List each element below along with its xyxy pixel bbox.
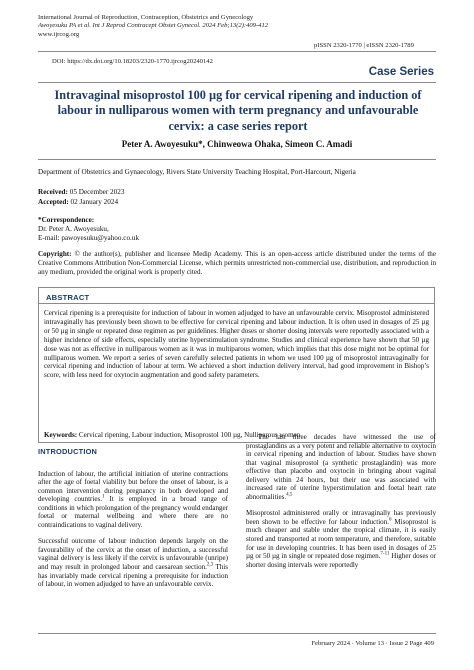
journal-website[interactable]: www.ijrcog.org	[38, 30, 80, 38]
intro-paragraph-4	[246, 509, 436, 569]
header-divider	[38, 51, 436, 52]
received-date	[38, 187, 124, 197]
intro-paragraph-3	[246, 433, 436, 501]
affiliation: Department of Obstetrics and Gynaecology, Rivers State University Teaching Hospital, Port-Harcourt, Nigeria	[38, 168, 356, 176]
journal-name: International Journal of Reproduction, Contraception, Obstetrics and Gynecology	[38, 14, 254, 21]
intro-p4-text: Misoprostol administered orally or intravaginally has previously been shown to be effective for labour induction.	[246, 509, 436, 526]
intro-p2-cont: This has invariably made cervical ripening a prerequisite for induction of labour, in women adjudged to have an unfavourable cervix.	[38, 563, 228, 589]
citation-line: Awoyesuku PA et al. Int J Reprod Contracept Obstet Gynecol. 2024 Feb;13(2):409-412	[38, 22, 269, 30]
intro-p1-text: Induction of labour, the artificial initiation of uterine contractions after the age of foetal viability but before the onset of labour, is a common intervention during pregnancy in both developed and developing countries.	[38, 469, 228, 504]
author-list: Peter A. Awoyesuku*, Chinweowa Ohaka, Simeon C. Amadi	[121, 139, 353, 149]
accepted-date	[38, 197, 124, 207]
footer-divider	[38, 633, 436, 634]
citation-ref[interactable]: 1	[101, 494, 105, 500]
citation-ref[interactable]: 7-11	[380, 551, 390, 557]
copyright-notice	[38, 250, 436, 278]
keywords-list: Cervical ripening, Labour induction, Misoprostol 100 µg, Nulliparous women	[78, 431, 301, 439]
intro-p1-cont: It is employed in a broad range of conditions in which prolongation of the pregnancy would endanger foetal or maternal wellbeing and where there are no contraindications to vaginal delivery.	[38, 495, 229, 529]
abstract-text: Cervical ripening is a prerequisite for induction of labour in women adjudged to have an unfavourable cervix. Misoprostol administered intravaginally has previously been shown to be effective for cervical ripening and labour induction. It is often used in dosages of 25 µg or 50 µg in single or repeated dose regimen as per guidelines. Higher doses or shorter dosing intervals were reportedly associated with a higher incidence of side effects, especially uterine hyperstimulation syndrome. Studies and clinical experience have shown that 50 µg dose was not as effective in nulliparous women as it was in multiparous women, which implies that this dose might not be optimal for nulliparous women. We report a series of seven carefully selected patients in whom we used 100 µg of misoprostol intravaginally for cervical ripening and induction of labour at term. We achieved a short induction delivery interval, had good improvement in Bishop’s score, with less need for oxytocin augmentation and good safety parameters.	[44, 309, 429, 380]
article-type-label: Case Series	[368, 66, 434, 78]
correspondence-label: *Correspondence:	[38, 216, 95, 224]
correspondence-name: Dr. Peter A. Awoyesuku,	[38, 225, 109, 234]
introduction-heading: INTRODUCTION	[38, 447, 98, 456]
doi-link[interactable]: DOI: https://dx.doi.org/10.18203/2320-1770.ijrcog20240142	[52, 58, 213, 65]
intro-paragraph-2	[38, 537, 228, 588]
journal-header	[38, 14, 438, 39]
intro-paragraph-1	[38, 470, 228, 530]
citation-ref[interactable]: 6	[389, 517, 392, 523]
citation-ref[interactable]: 2,3	[206, 562, 214, 568]
intro-p3-text: The last three decades have witnessed the use of prostaglandins as a very potent and reliable alternative to oxytocin in cervical ripening and induction of labour. Studies have shown that vaginal misoprostol (a synthetic prostaglandin) was more effective than placebo and oxytocin in bringing about vaginal delivery within 24 hours, but their use was associated with increased rate of uterine hyperstimulation and foetal heart rate abnormalities.	[246, 433, 436, 501]
intro-p2-text: Successful outcome of labour induction depends largely on the favourability of the cervix at the onset of induction, a successful vaginal delivery is less likely if the cervix is unfavourable (unripe) and may result in prolonged labour and caesarean section.	[38, 537, 228, 572]
correspondence-block	[38, 216, 139, 244]
authors-divider	[38, 159, 436, 160]
correspondence-email[interactable]: E-mail: pawoyesuku@yahoo.co.uk	[38, 234, 140, 243]
left-column	[38, 448, 228, 597]
abstract-divider	[38, 303, 435, 304]
right-column	[246, 433, 436, 577]
received-value: 05 December 2023	[69, 188, 125, 196]
copyright-text: © the author(s), publisher and licensee Medip Academy. This is an open-access article distributed under the terms of the Creative Commons Attribution Non-Commercial License, which permits unrestricted non-commercial use, distribution, and reproduction in any medium, provided the original work is properly cited.	[38, 250, 437, 277]
copyright-label: Copyright:	[38, 250, 72, 258]
accepted-label: Accepted:	[38, 198, 69, 206]
article-title: Intravaginal misoprostol 100 µg for cervical ripening and induction of labour in nulliparous women with term pregnancy and unfavourable cervix: a case series report	[54, 88, 422, 133]
issn: pISSN 2320-1770 | eISSN 2320-1789	[314, 42, 414, 49]
accepted-value: 02 January 2024	[70, 198, 119, 206]
keywords-label: Keywords:	[44, 431, 78, 439]
page-footer: February 2024 · Volume 13 · Issue 2 Page 409	[311, 640, 434, 647]
intro-p4-cont2: Higher doses or shorter dosing intervals were reportedly	[246, 552, 436, 569]
title-divider	[38, 82, 436, 83]
article-dates	[38, 187, 124, 207]
intro-p4-cont: Misoprostol is much cheaper and stable under the tropical climate, it is easily stored and transported at room temperature, and therefore, suitable for use in developing countries. It has been used in dosages of 25 µg or 50 µg in single or repeated dose regimen.	[246, 517, 436, 561]
abstract-heading: ABSTRACT	[46, 293, 90, 302]
received-label: Received:	[38, 188, 68, 196]
citation-ref[interactable]: 4,5	[286, 492, 293, 498]
